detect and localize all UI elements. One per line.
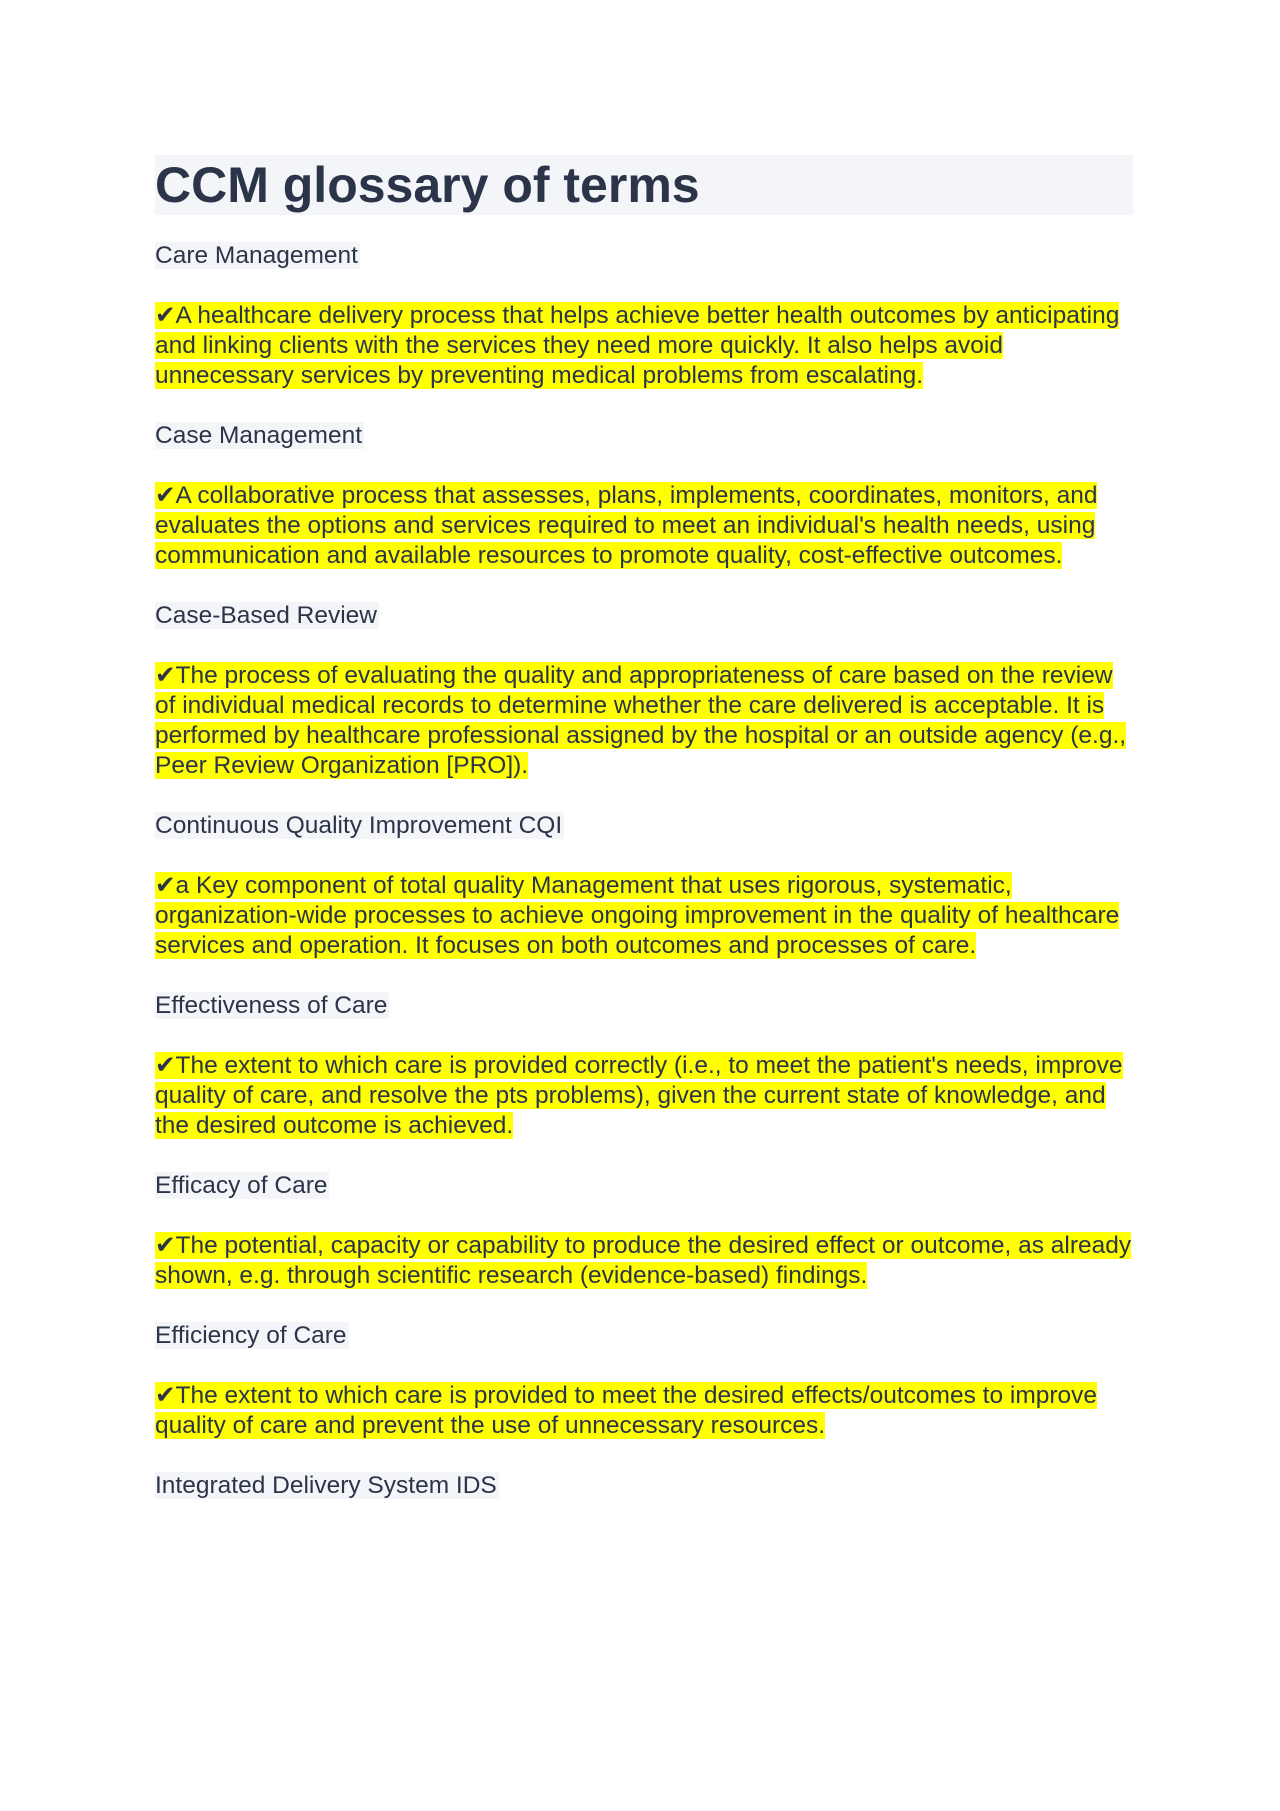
check-mark-icon: ✔ [155,482,176,509]
glossary-entry [155,1471,1133,1501]
glossary-term [155,811,1133,841]
glossary-term [155,421,1133,451]
glossary-term-text: Continuous Quality Improvement CQI [155,812,563,839]
glossary-definition-highlight [155,302,1119,389]
glossary-term [155,241,1133,271]
check-mark-icon: ✔ [155,1232,176,1259]
glossary-definition-text: a Key component of total quality Management that uses rigorous, systematic, organization-wide processes to achieve ongoing improvement in the quality of healthcare services and operation. It focuses on both outcomes and processes of care. [155,872,1120,959]
glossary-definition-text: A collaborative process that assesses, plans, implements, coordinates, monitors, and evaluates the options and services required to meet an individual's health needs, using communication and available resources to promote quality, cost-effective outcomes. [155,482,1098,569]
glossary-term [155,601,1133,631]
glossary-term-text: Efficacy of Care [155,1172,328,1199]
glossary-entry [155,991,1133,1141]
glossary-definition-highlight [155,1232,1131,1289]
check-mark-icon: ✔ [155,662,176,689]
glossary-entry [155,601,1133,781]
document-title: CCM glossary of terms [155,157,700,213]
glossary-definition [155,1051,1133,1141]
glossary-term [155,1471,1133,1501]
glossary-term-text: Efficiency of Care [155,1322,347,1349]
glossary-definition-text: The extent to which care is provided correctly (i.e., to meet the patient's needs, improve quality of care, and resolve the pts problems), given the current state of knowledge, and the desired outcome is achieved. [155,1052,1123,1139]
glossary-definition [155,481,1133,571]
check-mark-icon: ✔ [155,872,176,899]
glossary-entry [155,1321,1133,1441]
glossary-definition [155,1381,1133,1441]
glossary-definition [155,661,1133,781]
glossary-entry [155,421,1133,571]
glossary-term-text: Care Management [155,242,358,269]
check-mark-icon: ✔ [155,1382,176,1409]
glossary-definition [155,1231,1133,1291]
glossary-term-text: Effectiveness of Care [155,992,388,1019]
glossary-definition-highlight [155,1052,1123,1139]
title-bar [155,155,1133,215]
glossary-term-text: Case-Based Review [155,602,377,629]
document-page [155,155,1133,1531]
glossary-term [155,1171,1133,1201]
glossary-definition-text: The potential, capacity or capability to produce the desired effect or outcome, as already shown, e.g. through scientific research (evidence-based) findings. [155,1232,1132,1289]
glossary-entry [155,811,1133,961]
glossary-entry [155,1171,1133,1291]
glossary-term [155,1321,1133,1351]
glossary-definition-highlight [155,482,1097,569]
glossary-definition [155,301,1133,391]
glossary-term [155,991,1133,1021]
glossary-definition-highlight [155,662,1126,779]
check-mark-icon: ✔ [155,1052,176,1079]
glossary-term-text: Case Management [155,422,363,449]
glossary-definition-highlight [155,1382,1097,1439]
glossary-definition-text: A healthcare delivery process that helps achieve better health outcomes by anticipating and linking clients with the services they need more quickly. It also helps avoid unnecessary services by preventing medical problems from escalating. [155,302,1120,389]
glossary-definition-text: The extent to which care is provided to meet the desired effects/outcomes to improve quality of care and prevent the use of unnecessary resources. [155,1382,1098,1439]
glossary-definition-text: The process of evaluating the quality and appropriateness of care based on the review of individual medical records to determine whether the care delivered is acceptable. It is performed by healthcare professional assigned by the hospital or an outside agency (e.g., Peer Review Organization [PRO]). [155,662,1127,779]
glossary-entry [155,241,1133,391]
glossary-definition [155,871,1133,961]
glossary-definition-highlight [155,872,1119,959]
check-mark-icon: ✔ [155,302,176,329]
glossary-term-text: Integrated Delivery System IDS [155,1472,497,1499]
